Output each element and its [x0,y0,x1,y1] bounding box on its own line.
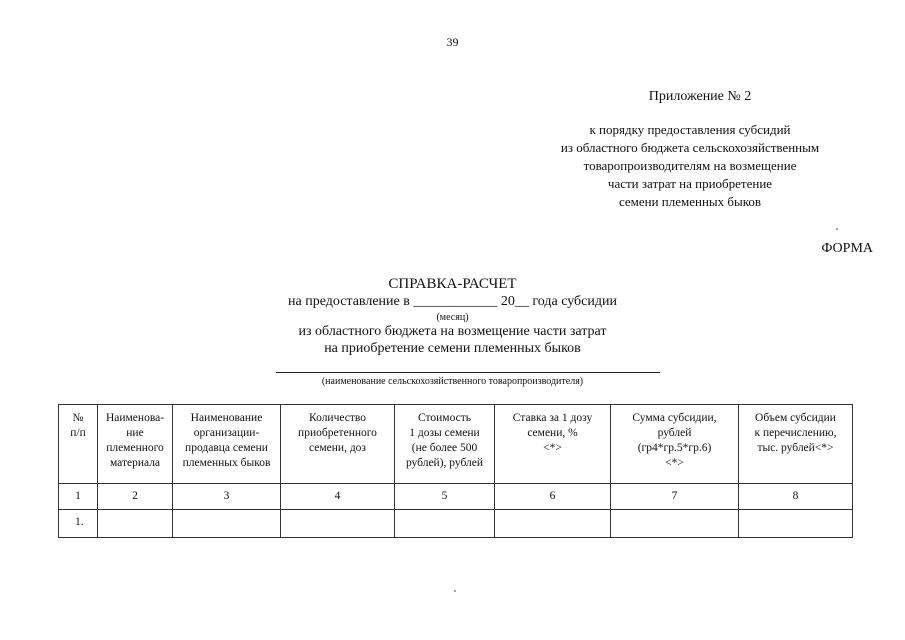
appendix-title: Приложение № 2 [648,89,752,104]
header-cell: Сумма субсидии, рублей (гр4*гр.5*гр.6) <*> [611,405,739,484]
table-cell [495,510,611,538]
column-number: 6 [495,484,611,510]
appendix-line: части затрат на приобретение [607,176,773,191]
table-cell [281,510,395,538]
heading-line-1: на предоставление в ____________ 20__ года субсидии [288,294,617,309]
appendix-line: товаропроизводителям на возмещение [583,158,797,173]
header-cell: № п/п [59,405,98,484]
appendix-line: семени племенных быков [618,194,762,209]
column-number: 3 [173,484,281,510]
page-number: 39 [446,35,459,49]
header-cell: Объем субсидии к перечислению, тыс. рублей<*> [739,405,853,484]
table-header-row [59,405,853,484]
column-number: 2 [98,484,173,510]
column-number: 5 [395,484,495,510]
table-cell [395,510,495,538]
table-row [59,510,853,538]
heading-line-2: из областного бюджета на возмещение части затрат [298,324,607,339]
column-number-row [59,484,853,510]
subsidy-table [58,404,853,538]
column-number: 8 [739,484,853,510]
scan-speck [454,590,456,592]
month-hint: (месяц) [436,312,469,323]
column-number: 1 [59,484,98,510]
table-cell: 1. [59,510,98,538]
table-cell [173,510,281,538]
table-cell [739,510,853,538]
table-cell [611,510,739,538]
header-cell: Наименова- ние племенного материала [98,405,173,484]
scan-speck [836,228,838,230]
producer-hint: (наименование сельскохозяйственного товаропроизводителя) [321,376,584,387]
table-cell [98,510,173,538]
appendix-line: из областного бюджета сельскохозяйственным [560,140,820,155]
header-cell: Наименование организации- продавца семени племенных быков [173,405,281,484]
appendix-line: к порядку предоставления субсидий [589,122,791,137]
producer-underline [276,372,660,373]
header-cell: Ставка за 1 дозу семени, % <*> [495,405,611,484]
form-label: ФОРМА [821,241,873,256]
header-cell: Стоимость 1 дозы семени (не более 500 рублей), рублей [395,405,495,484]
column-number: 7 [611,484,739,510]
header-cell: Количество приобретенного семени, доз [281,405,395,484]
appendix-description [520,121,860,211]
column-number: 4 [281,484,395,510]
document-title: СПРАВКА-РАСЧЕТ [388,276,517,292]
heading-line-3: на приобретение семени племенных быков [324,341,581,356]
